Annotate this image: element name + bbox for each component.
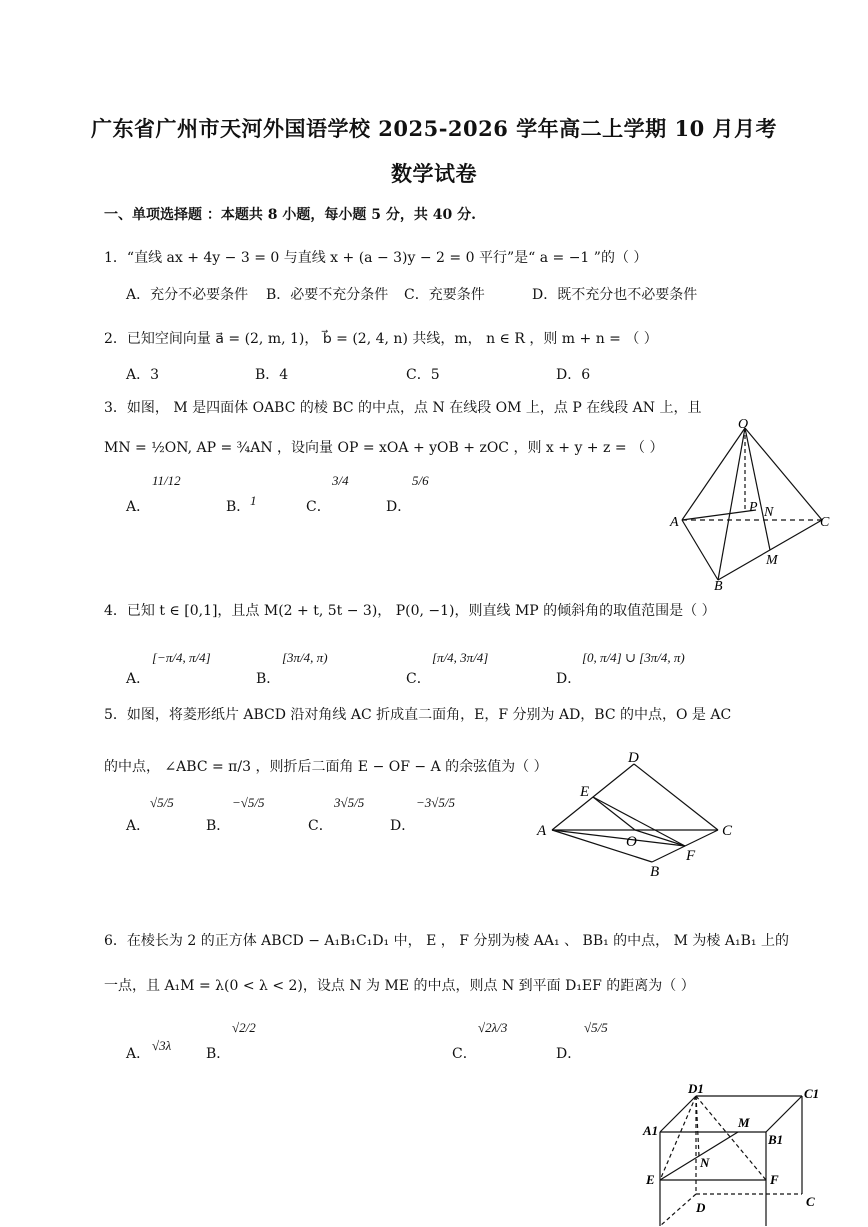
fig6-label-e: E bbox=[646, 1172, 655, 1187]
question-5-stem-2: 的中点， ∠ABC = π/3 ，则折后二面角 E − OF − A 的余弦值为（ ） bbox=[104, 759, 548, 775]
fig6-label-d: D bbox=[696, 1200, 706, 1215]
q2-option-b: B．4 bbox=[255, 367, 289, 383]
q3-answer-d: 5/6 bbox=[412, 473, 429, 488]
q3-option-a: A． bbox=[126, 499, 151, 515]
q2-option-a: A．3 bbox=[126, 367, 160, 383]
fig6-label-a1: A1 bbox=[643, 1123, 659, 1138]
q4-option-a: A． bbox=[126, 671, 151, 687]
fig5-label-e: E bbox=[580, 784, 590, 800]
q6-option-b: B． bbox=[206, 1046, 231, 1062]
question-1-stem: 1．“直线 ax + 4y − 3 = 0 与直线 x + (a − 3)y − 2 = 0 平行”是“ a = −1 ”的（ ） bbox=[104, 250, 648, 266]
fig5-label-a: A bbox=[537, 823, 547, 839]
q6-answer-b: √2/2 bbox=[232, 1020, 256, 1035]
question-6-stem: 6．在棱长为 2 的正方体 ABCD − A₁B₁C₁D₁ 中， E ， F 分别为棱 AA₁ 、 BB₁ 的中点， M 为棱 A₁B₁ 上的 bbox=[104, 933, 789, 949]
fig3-label-o: O bbox=[738, 417, 749, 432]
q2-option-d: D．6 bbox=[556, 367, 591, 383]
q3-option-b: B． bbox=[226, 499, 251, 515]
cube-figure bbox=[640, 1078, 830, 1226]
q6-answer-c: √2λ/3 bbox=[478, 1020, 508, 1035]
fig6-label-d1: D1 bbox=[688, 1081, 704, 1096]
question-3-stem: 3．如图， M 是四面体 OABC 的棱 BC 的中点，点 N 在线段 OM 上，点 P 在线段 AN 上，且 bbox=[104, 400, 702, 416]
q5-option-a: A． bbox=[126, 818, 151, 834]
q5-option-d: D． bbox=[390, 818, 416, 834]
q4-answer-a: [−π/4, π/4] bbox=[152, 650, 211, 665]
q3-option-d: D． bbox=[386, 499, 412, 515]
q6-answer-a: √3λ bbox=[152, 1038, 172, 1053]
section-header: 一、单项选择题 ：本题共 8 小题，每小题 5 分，共 40 分. bbox=[104, 207, 476, 223]
fig3-label-a: A bbox=[670, 515, 679, 530]
fig3-label-b: B bbox=[714, 579, 723, 592]
q6-answer-d: √5/5 bbox=[584, 1020, 608, 1035]
q5-option-c: C． bbox=[308, 818, 333, 834]
question-5-stem: 5．如图，将菱形纸片 ABCD 沿对角线 AC 折成直二面角，E，F 分别为 AD，BC 的中点，O 是 AC bbox=[104, 707, 732, 723]
q6-option-d: D． bbox=[556, 1046, 582, 1062]
page-title: 广东省广州市天河外国语学校 2025-2026 学年高二上学期 10 月月考 bbox=[90, 116, 778, 141]
question-6-stem-2: 一点，且 A₁M = λ(0 < λ < 2)，设点 N 为 ME 的中点，则点 N 到平面 D₁EF 的距离为（ ） bbox=[104, 978, 695, 994]
q1-option-b: B．必要不充分条件 bbox=[266, 287, 389, 303]
fig6-label-b1: B1 bbox=[768, 1132, 784, 1147]
q6-option-a: A． bbox=[126, 1046, 151, 1062]
q5-answer-d: −3√5/5 bbox=[416, 795, 456, 810]
page-subtitle: 数学试卷 bbox=[391, 161, 477, 186]
q5-option-b: B． bbox=[206, 818, 231, 834]
fig6-label-c1: C1 bbox=[804, 1086, 820, 1101]
q3-answer-b: 1 bbox=[250, 493, 257, 508]
q4-answer-b: [3π/4, π) bbox=[282, 650, 328, 665]
fig5-label-f: F bbox=[686, 848, 696, 864]
question-3-stem-2: MN = ½ON, AP = ¾AN ，设向量 OP = xOA + yOB + zOC ，则 x + y + z = （ ） bbox=[104, 440, 664, 456]
fig5-label-d: D bbox=[628, 750, 639, 766]
q3-answer-c: 3/4 bbox=[332, 473, 349, 488]
q1-option-a: A．充分不必要条件 bbox=[126, 287, 249, 303]
q4-answer-c: [π/4, 3π/4] bbox=[432, 650, 489, 665]
q1-option-d: D．既不充分也不必要条件 bbox=[532, 287, 698, 303]
q5-answer-c: 3√5/5 bbox=[334, 795, 365, 810]
fig6-label-m: M bbox=[738, 1115, 750, 1130]
fig5-label-c: C bbox=[722, 823, 733, 839]
q4-option-d: D． bbox=[556, 671, 582, 687]
fig6-label-c: C bbox=[806, 1194, 815, 1209]
q4-option-b: B． bbox=[256, 671, 281, 687]
q3-option-c: C． bbox=[306, 499, 331, 515]
q1-option-c: C．充要条件 bbox=[404, 287, 485, 303]
fig3-label-n: N bbox=[764, 505, 774, 520]
fig3-label-p: P bbox=[749, 500, 758, 515]
q5-answer-a: √5/5 bbox=[150, 795, 174, 810]
fig3-label-m: M bbox=[766, 553, 778, 568]
fig5-label-b: B bbox=[650, 864, 660, 880]
q6-option-c: C． bbox=[452, 1046, 477, 1062]
rhombus-figure bbox=[530, 744, 750, 884]
q5-answer-b: −√5/5 bbox=[232, 795, 265, 810]
q4-answer-d: [0, π/4] ∪ [3π/4, π) bbox=[582, 650, 685, 665]
fig5-label-o: O bbox=[626, 834, 637, 850]
question-4-stem: 4．已知 t ∈ [0,1]，且点 M(2 + t, 5t − 3)， P(0, −1)，则直线 MP 的倾斜角的取值范围是（ ） bbox=[104, 603, 716, 619]
q2-option-c: C．5 bbox=[406, 367, 440, 383]
fig3-label-c: C bbox=[820, 515, 830, 530]
q3-answer-a: 11/12 bbox=[152, 473, 181, 488]
q4-option-c: C． bbox=[406, 671, 431, 687]
fig6-label-n: N bbox=[700, 1155, 710, 1170]
question-2-stem: 2．已知空间向量 a⃗ = (2, m, 1)， b⃗ = (2, 4, n) 共线，m， n ∈ R ，则 m + n = （ ） bbox=[104, 331, 658, 347]
tetrahedron-figure bbox=[660, 412, 840, 592]
fig6-label-f: F bbox=[770, 1172, 779, 1187]
